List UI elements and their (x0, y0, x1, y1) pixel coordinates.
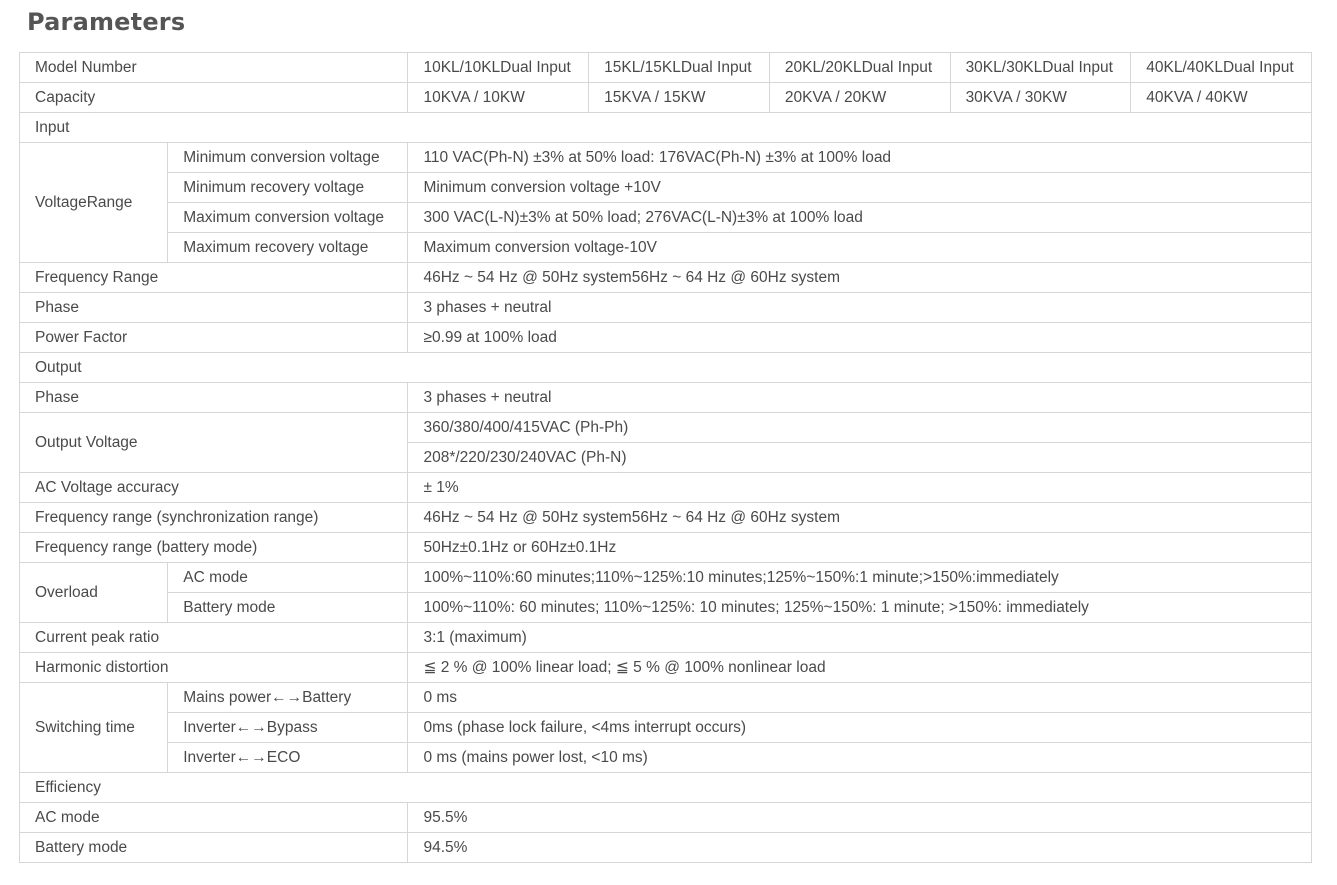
value-cell: 300 VAC(L-N)±3% at 50% load; 276VAC(L-N)±3% at 100% load (408, 203, 1312, 233)
capacity-cell: 20KVA / 20KW (769, 83, 950, 113)
table-row (20, 293, 1312, 323)
value-cell: 3:1 (maximum) (408, 623, 1312, 653)
group-label: VoltageRange (20, 143, 168, 263)
row-label: AC mode (20, 803, 408, 833)
table-row (20, 593, 1312, 623)
capacity-cell: 15KVA / 15KW (589, 83, 770, 113)
value-cell: 360/380/400/415VAC (Ph-Ph) (408, 413, 1312, 443)
capacity-cell: 10KVA / 10KW (408, 83, 589, 113)
row-label: Output Voltage (20, 413, 408, 473)
value-cell: ≦ 2 % @ 100% linear load; ≦ 5 % @ 100% nonlinear load (408, 653, 1312, 683)
section-heading: Output (20, 353, 1312, 383)
capacity-cell: 30KVA / 30KW (950, 83, 1131, 113)
table-row (20, 563, 1312, 593)
value-cell: 110 VAC(Ph-N) ±3% at 50% load: 176VAC(Ph-N) ±3% at 100% load (408, 143, 1312, 173)
parameters-table (19, 52, 1312, 863)
value-cell: 0 ms (408, 683, 1312, 713)
sub-label: Battery mode (168, 593, 408, 623)
row-label: Current peak ratio (20, 623, 408, 653)
sub-label: Mains power←→Battery (168, 683, 408, 713)
value-cell: 94.5% (408, 833, 1312, 863)
section-row-input (20, 113, 1312, 143)
value-cell: ± 1% (408, 473, 1312, 503)
sub-label: Maximum conversion voltage (168, 203, 408, 233)
table-row (20, 233, 1312, 263)
model-cell: 30KL/30KLDual Input (950, 53, 1131, 83)
page-title: Parameters (27, 8, 186, 36)
capacity-cell: 40KVA / 40KW (1131, 83, 1312, 113)
sub-label: Maximum recovery voltage (168, 233, 408, 263)
value-cell: ≥0.99 at 100% load (408, 323, 1312, 353)
group-label: Switching time (20, 683, 168, 773)
table-row (20, 263, 1312, 293)
value-cell: 95.5% (408, 803, 1312, 833)
row-label: Frequency Range (20, 263, 408, 293)
row-label: Battery mode (20, 833, 408, 863)
value-cell: 100%~110%: 60 minutes; 110%~125%: 10 minutes; 125%~150%: 1 minute; >150%: immediately (408, 593, 1312, 623)
table-row (20, 803, 1312, 833)
table-row (20, 173, 1312, 203)
row-label: Model Number (20, 53, 408, 83)
sub-label: AC mode (168, 563, 408, 593)
sub-label: Inverter←→Bypass (168, 713, 408, 743)
row-label: Harmonic distortion (20, 653, 408, 683)
value-cell: 0 ms (mains power lost, <10 ms) (408, 743, 1312, 773)
model-cell: 20KL/20KLDual Input (769, 53, 950, 83)
section-heading: Input (20, 113, 1312, 143)
table-row (20, 533, 1312, 563)
table-row (20, 713, 1312, 743)
value-cell: 46Hz ~ 54 Hz @ 50Hz system56Hz ~ 64 Hz @ 60Hz system (408, 263, 1312, 293)
value-cell: 0ms (phase lock failure, <4ms interrupt occurs) (408, 713, 1312, 743)
row-label: Capacity (20, 83, 408, 113)
value-cell: 3 phases + neutral (408, 383, 1312, 413)
table-row (20, 413, 1312, 443)
value-cell: 100%~110%:60 minutes;110%~125%:10 minutes;125%~150%:1 minute;>150%:immediately (408, 563, 1312, 593)
value-cell: 46Hz ~ 54 Hz @ 50Hz system56Hz ~ 64 Hz @ 60Hz system (408, 503, 1312, 533)
table-row (20, 683, 1312, 713)
value-cell: 50Hz±0.1Hz or 60Hz±0.1Hz (408, 533, 1312, 563)
sub-label: Inverter←→ECO (168, 743, 408, 773)
sub-label: Minimum conversion voltage (168, 143, 408, 173)
value-cell: Minimum conversion voltage +10V (408, 173, 1312, 203)
row-label: AC Voltage accuracy (20, 473, 408, 503)
group-label: Overload (20, 563, 168, 623)
table-row-model-number (20, 53, 1312, 83)
value-cell: 208*/220/230/240VAC (Ph-N) (408, 443, 1312, 473)
model-cell: 40KL/40KLDual Input (1131, 53, 1312, 83)
table-row-capacity (20, 83, 1312, 113)
model-cell: 15KL/15KLDual Input (589, 53, 770, 83)
table-row (20, 473, 1312, 503)
table-row (20, 833, 1312, 863)
row-label: Power Factor (20, 323, 408, 353)
table-row (20, 503, 1312, 533)
section-row-efficiency (20, 773, 1312, 803)
table-row (20, 623, 1312, 653)
value-cell: Maximum conversion voltage-10V (408, 233, 1312, 263)
row-label: Frequency range (synchronization range) (20, 503, 408, 533)
sub-label: Minimum recovery voltage (168, 173, 408, 203)
model-cell: 10KL/10KLDual Input (408, 53, 589, 83)
table-row (20, 323, 1312, 353)
table-row (20, 653, 1312, 683)
value-cell: 3 phases + neutral (408, 293, 1312, 323)
table-row (20, 383, 1312, 413)
row-label: Phase (20, 293, 408, 323)
table-row (20, 203, 1312, 233)
section-heading: Efficiency (20, 773, 1312, 803)
table-row (20, 743, 1312, 773)
row-label: Frequency range (battery mode) (20, 533, 408, 563)
table-row (20, 143, 1312, 173)
section-row-output (20, 353, 1312, 383)
row-label: Phase (20, 383, 408, 413)
